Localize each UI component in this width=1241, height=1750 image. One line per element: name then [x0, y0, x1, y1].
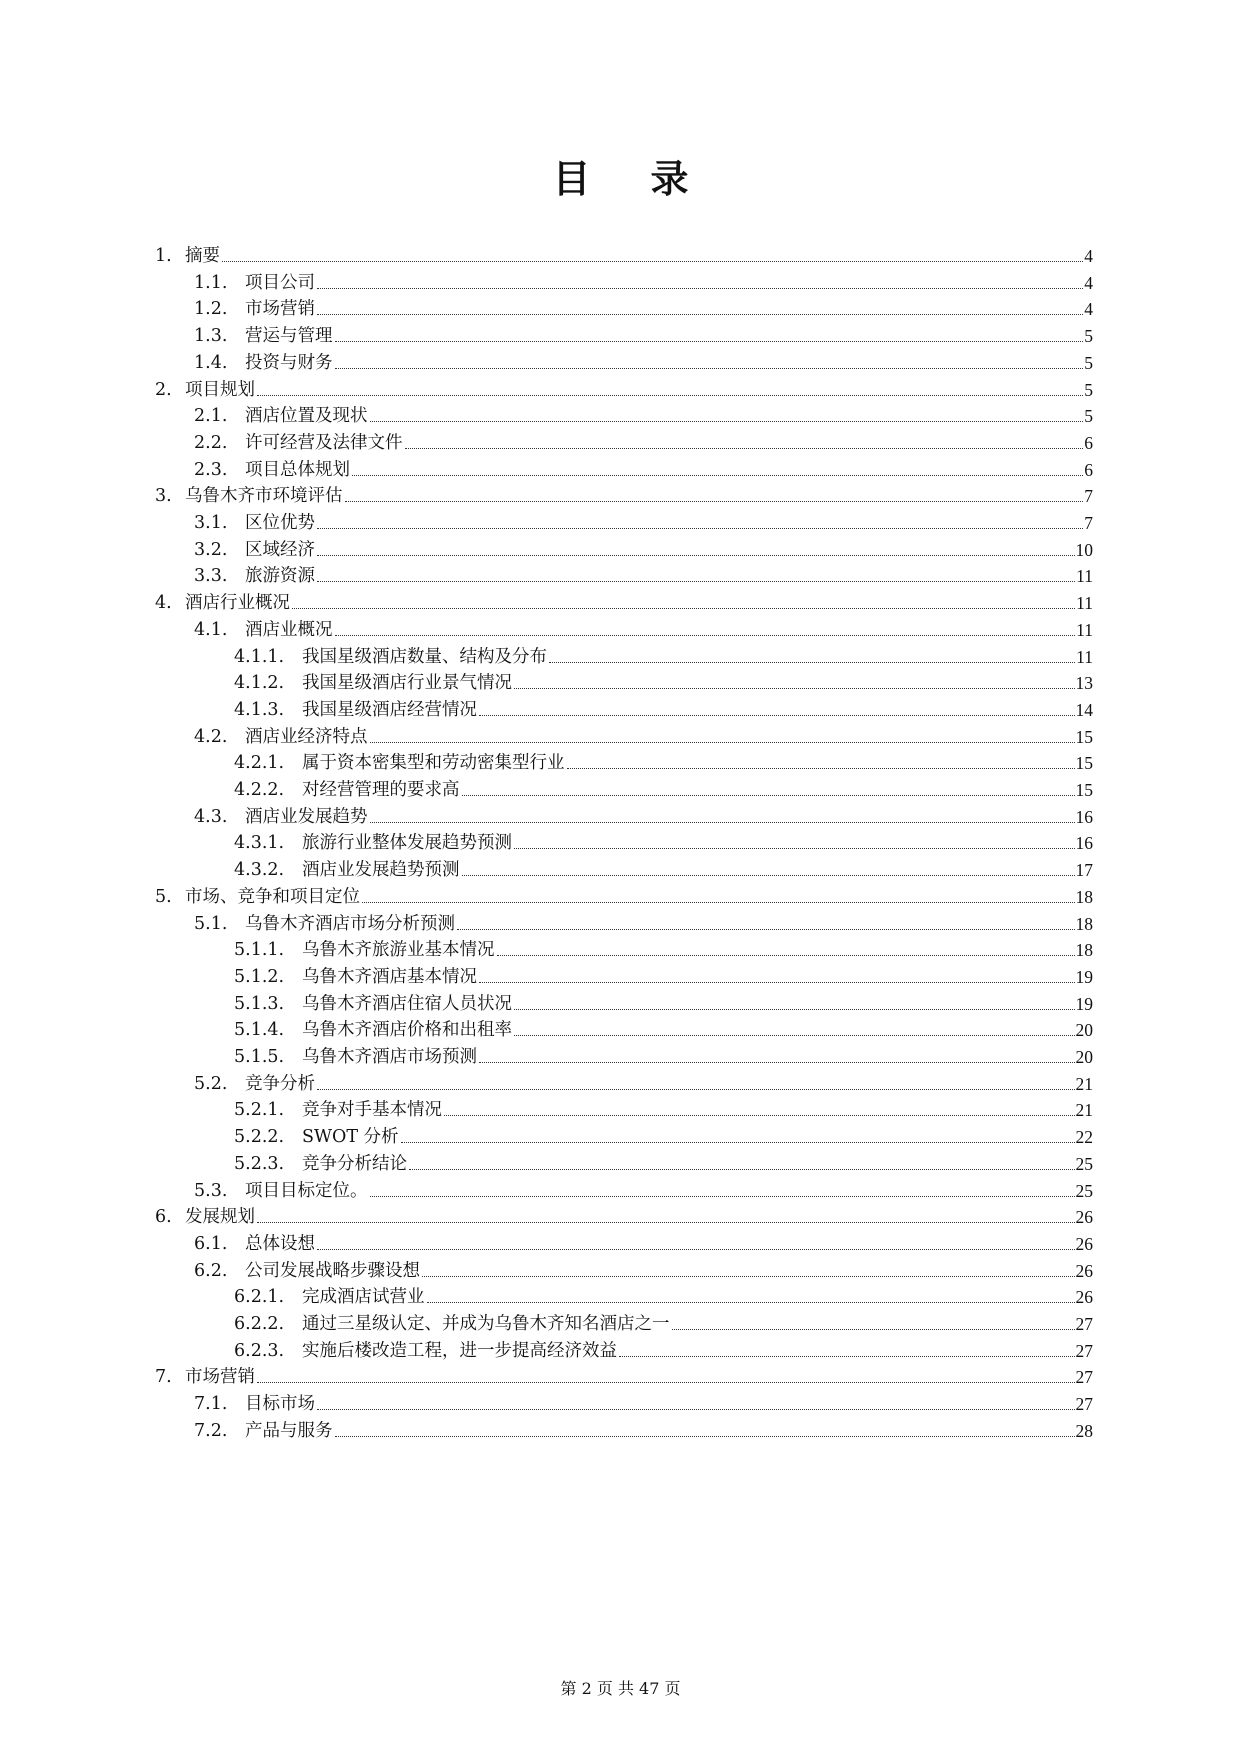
dot-leader — [317, 528, 1083, 529]
dot-leader — [462, 875, 1075, 876]
toc-entry[interactable] — [194, 424, 1093, 454]
toc-entry-label: 区位优势 — [245, 513, 315, 533]
toc-entry-label: 竞争分析 — [245, 1073, 315, 1094]
toc-entry-label: 项目目标定位。 — [245, 1180, 368, 1201]
toc-entry-label: 市场营销 — [185, 1367, 255, 1388]
dot-leader — [427, 1302, 1075, 1303]
toc-entry-label: 乌鲁木齐市环境评估 — [185, 486, 343, 507]
toc-entry-page: 21 — [1075, 1073, 1093, 1094]
toc-entry-page: 5 — [1084, 352, 1093, 373]
toc-entry-number: 6.2.2. — [234, 1314, 285, 1334]
toc-entry-number: 5.1.4. — [234, 1020, 285, 1041]
toc-entry-number: 1.3. — [194, 326, 228, 347]
toc-entry-number: 1. — [155, 246, 172, 266]
toc-entry-label: 我国星级酒店行业景气情况 — [302, 673, 512, 694]
toc-entry-page: 4 — [1084, 272, 1093, 293]
toc-entry[interactable] — [194, 531, 1093, 561]
toc-entry-number: 3.1. — [194, 513, 228, 533]
toc-entry-page: 15 — [1075, 780, 1093, 800]
toc-entry-page: 15 — [1075, 753, 1093, 774]
toc-entry[interactable] — [194, 1252, 1093, 1282]
toc-entry-label: 完成酒店试营业 — [302, 1287, 425, 1308]
toc-entry-page: 18 — [1075, 886, 1093, 907]
toc-entry-label: 目标市场 — [245, 1394, 315, 1415]
toc-entry-number: 3.3. — [194, 566, 228, 587]
dot-leader — [567, 768, 1075, 769]
toc-entry-number: 5. — [155, 886, 172, 907]
toc-entry-number: 4.1.2. — [234, 673, 285, 694]
toc-entry-number: 4.1.1. — [234, 646, 285, 667]
dot-leader — [444, 1115, 1075, 1116]
toc-entry-label: 乌鲁木齐酒店市场预测 — [302, 1047, 477, 1067]
toc-entry[interactable] — [234, 1118, 1093, 1148]
dot-leader — [457, 929, 1075, 930]
toc-entry-number: 4.3.1. — [234, 833, 285, 854]
toc-entry-number: 2.1. — [194, 406, 228, 427]
dot-leader — [317, 314, 1083, 315]
toc-entry-label: 酒店业发展趋势 — [245, 806, 368, 827]
dot-leader — [257, 395, 1083, 396]
toc-entry-number: 7.1. — [194, 1394, 228, 1415]
toc-entry-label: 区域经济 — [245, 539, 315, 560]
toc-entry-number: 4.2.1. — [234, 753, 285, 774]
toc-entry-label: 酒店业经济特点 — [245, 726, 368, 747]
toc-entry-page: 10 — [1075, 539, 1093, 560]
dot-leader — [352, 475, 1083, 476]
dot-leader — [317, 555, 1075, 556]
toc-entry-label: 通过三星级认定、并成为乌鲁木齐知名酒店之一 — [302, 1314, 670, 1334]
toc-entry-label: 旅游行业整体发展趋势预测 — [302, 833, 512, 854]
dot-leader — [401, 1142, 1075, 1143]
toc-entry-label: SWOT 分析 — [302, 1127, 399, 1148]
toc-entry[interactable] — [234, 638, 1093, 668]
toc-entry-number: 5.2. — [194, 1073, 228, 1094]
toc-entry-page: 22 — [1075, 1127, 1093, 1148]
toc-entry-number: 5.1.5. — [234, 1047, 285, 1067]
dot-leader — [317, 1249, 1075, 1250]
toc-entry-label: 竞争分析结论 — [302, 1153, 407, 1174]
toc-entry-number: 4.1. — [194, 619, 228, 640]
dot-leader — [345, 501, 1084, 502]
toc-entry-number: 7.2. — [194, 1420, 228, 1441]
toc-entry-number: 2.3. — [194, 459, 228, 480]
toc-entry-number: 4.2. — [194, 726, 228, 747]
toc-entry[interactable] — [194, 557, 1093, 587]
toc-entry-number: 4.1.3. — [234, 699, 285, 720]
toc-entry-label: 酒店行业概况 — [185, 593, 290, 614]
dot-leader — [335, 635, 1076, 636]
toc-entry-page: 4 — [1084, 246, 1093, 266]
toc-entry-label: 乌鲁木齐酒店价格和出租率 — [302, 1020, 512, 1041]
toc-entry-page: 11 — [1076, 646, 1093, 667]
dot-leader — [405, 448, 1084, 449]
toc-entry-number: 4. — [155, 593, 172, 614]
dot-leader — [422, 1276, 1075, 1277]
toc-entry-number: 1.1. — [194, 272, 228, 293]
toc-entry-label: 总体设想 — [245, 1233, 315, 1254]
toc-entry-number: 5.3. — [194, 1180, 228, 1201]
toc-entry-page: 6 — [1084, 432, 1093, 453]
dot-leader — [362, 902, 1075, 903]
dot-leader — [514, 848, 1075, 849]
toc-entry-page: 4 — [1084, 299, 1093, 320]
toc-entry-page: 25 — [1075, 1180, 1093, 1201]
toc-entry[interactable] — [194, 1225, 1093, 1255]
toc-entry-label: 市场、竞争和项目定位 — [185, 886, 360, 907]
dot-leader — [672, 1329, 1075, 1330]
toc-entry[interactable] — [234, 1091, 1093, 1121]
dot-leader — [479, 1062, 1075, 1063]
toc-entry[interactable] — [194, 798, 1093, 828]
dot-leader — [317, 1409, 1075, 1410]
toc-entry[interactable] — [234, 1011, 1093, 1041]
toc-entry[interactable] — [234, 958, 1093, 988]
dot-leader — [335, 1436, 1075, 1437]
dot-leader — [479, 982, 1075, 983]
page-footer: 第 2 页 共 47 页 — [560, 1679, 681, 1698]
toc-entry-number: 4.3.2. — [234, 860, 285, 881]
toc-entry-page: 25 — [1075, 1153, 1093, 1174]
toc-entry-page: 28 — [1075, 1420, 1093, 1441]
title-char-1: 目 — [552, 156, 591, 201]
toc-entry[interactable] — [194, 504, 1093, 534]
toc-entry-number: 1.4. — [194, 352, 228, 373]
toc-entry[interactable] — [155, 1198, 1093, 1228]
dot-leader — [479, 715, 1075, 716]
toc-entry[interactable] — [194, 1172, 1093, 1202]
toc-entry-label: 酒店业概况 — [245, 619, 333, 640]
dot-leader — [514, 1035, 1075, 1036]
toc-entry-number: 4.3. — [194, 806, 228, 827]
dot-leader — [317, 288, 1083, 289]
toc-entry[interactable] — [194, 611, 1093, 641]
toc-entry-page: 11 — [1076, 566, 1093, 587]
toc-entry-page: 20 — [1075, 1047, 1093, 1067]
dot-leader — [370, 1196, 1075, 1197]
toc-entry-number: 2.2. — [194, 432, 228, 453]
toc-entry-number: 6. — [155, 1207, 172, 1228]
toc-entry-number: 5.2.2. — [234, 1127, 285, 1148]
toc-entry[interactable] — [234, 985, 1093, 1015]
dot-leader — [317, 581, 1075, 582]
toc-entry-label: 公司发展战略步骤设想 — [245, 1260, 420, 1281]
toc-entry-label: 酒店位置及现状 — [245, 406, 368, 427]
toc-entry-label: 许可经营及法律文件 — [245, 432, 403, 453]
toc-entry-page: 13 — [1075, 673, 1093, 694]
toc-entry-page: 6 — [1084, 459, 1093, 480]
dot-leader — [514, 688, 1075, 689]
toc-entry-page: 14 — [1075, 699, 1093, 720]
toc-entry-number: 6.2.1. — [234, 1287, 285, 1308]
toc-entry-number: 4.2.2. — [234, 780, 285, 800]
toc-entry[interactable] — [234, 1145, 1093, 1175]
toc-entry-label: 酒店业发展趋势预测 — [302, 860, 460, 881]
toc-entry-number: 5.2.1. — [234, 1100, 285, 1121]
toc-entry-label: 产品与服务 — [245, 1420, 333, 1441]
toc-entry[interactable] — [194, 1412, 1093, 1442]
toc-entry[interactable] — [194, 264, 1093, 294]
toc-entry-label: 乌鲁木齐酒店市场分析预测 — [245, 913, 455, 934]
dot-leader — [335, 368, 1084, 369]
toc-entry[interactable] — [234, 691, 1093, 721]
page-title — [0, 148, 1241, 203]
toc-entry-page: 17 — [1075, 860, 1093, 881]
toc-entry-page: 5 — [1084, 406, 1093, 427]
toc-entry-page: 15 — [1075, 726, 1093, 747]
toc-entry[interactable] — [234, 771, 1093, 801]
toc-entry[interactable] — [234, 931, 1093, 961]
toc-entry-page: 27 — [1075, 1367, 1093, 1388]
toc-entry[interactable] — [155, 237, 1093, 267]
dot-leader — [257, 1222, 1075, 1223]
toc-entry[interactable] — [194, 290, 1093, 320]
dot-leader — [292, 608, 1075, 609]
toc-entry[interactable] — [234, 1038, 1093, 1068]
dot-leader — [370, 421, 1084, 422]
toc-entry-number: 2. — [155, 379, 172, 400]
toc-entry-page: 5 — [1084, 326, 1093, 347]
toc-entry[interactable] — [234, 744, 1093, 774]
toc-entry-number: 1.2. — [194, 299, 228, 320]
toc-entry-page: 16 — [1075, 833, 1093, 854]
toc-entry-number: 6.1. — [194, 1233, 228, 1254]
toc-entry-label: 项目规划 — [185, 379, 255, 400]
dot-leader — [257, 1382, 1075, 1383]
toc-entry-label: 实施后楼改造工程，进一步提高经济效益 — [302, 1340, 617, 1361]
toc-entry-page: 19 — [1075, 966, 1093, 987]
toc-entry-page: 26 — [1075, 1207, 1093, 1228]
dot-leader — [514, 1009, 1075, 1010]
toc-entry[interactable] — [194, 718, 1093, 748]
toc-entry-label: 发展规划 — [185, 1207, 255, 1228]
toc-entry-number: 5.2.3. — [234, 1153, 285, 1174]
toc-entry[interactable] — [234, 664, 1093, 694]
toc-entry-page: 11 — [1076, 593, 1093, 614]
toc-entry[interactable] — [155, 371, 1093, 401]
toc-entry[interactable] — [155, 1358, 1093, 1388]
toc-entry[interactable] — [194, 905, 1093, 935]
dot-leader — [370, 742, 1075, 743]
toc-entry-page: 19 — [1075, 993, 1093, 1014]
toc-entry-page: 7 — [1084, 513, 1093, 533]
toc-entry-page: 27 — [1075, 1394, 1093, 1415]
toc-entry[interactable] — [234, 1332, 1093, 1362]
dot-leader — [222, 261, 1083, 262]
toc-entry-label: 乌鲁木齐酒店住宿人员状况 — [302, 993, 512, 1014]
toc-entry-page: 18 — [1075, 913, 1093, 934]
dot-leader — [619, 1356, 1075, 1357]
toc-entry-page: 11 — [1076, 619, 1093, 640]
toc-entry-page: 18 — [1075, 940, 1093, 961]
dot-leader — [335, 341, 1084, 342]
toc-entry-page: 5 — [1084, 379, 1093, 400]
toc-entry[interactable] — [194, 317, 1093, 347]
toc-entry-number: 5.1.1. — [234, 940, 285, 961]
toc-entry-page: 26 — [1075, 1260, 1093, 1281]
toc-entry-page: 7 — [1084, 486, 1093, 507]
toc-entry[interactable] — [194, 344, 1093, 374]
dot-leader — [409, 1169, 1075, 1170]
toc-entry-label: 我国星级酒店经营情况 — [302, 699, 477, 720]
toc-entry-page: 21 — [1075, 1100, 1093, 1121]
toc-entry[interactable] — [155, 878, 1093, 908]
toc-entry-label: 项目公司 — [245, 272, 315, 293]
toc-entry[interactable] — [234, 824, 1093, 854]
toc-entry[interactable] — [234, 1305, 1093, 1335]
toc-entry-number: 3.2. — [194, 539, 228, 560]
toc-entry[interactable] — [194, 397, 1093, 427]
toc-entry-label: 市场营销 — [245, 299, 315, 320]
dot-leader — [497, 955, 1075, 956]
toc-entry-number: 5.1.2. — [234, 966, 285, 987]
toc-entry[interactable] — [234, 851, 1093, 881]
toc-entry[interactable] — [194, 1065, 1093, 1095]
toc-entry-number: 7. — [155, 1367, 172, 1388]
dot-leader — [462, 795, 1075, 796]
toc-entry-label: 乌鲁木齐酒店基本情况 — [302, 966, 477, 987]
toc-entry[interactable] — [155, 584, 1093, 614]
toc-entry-label: 属于资本密集型和劳动密集型行业 — [302, 753, 565, 774]
toc-entry-number: 6.2. — [194, 1260, 228, 1281]
toc-entry[interactable] — [234, 1278, 1093, 1308]
toc-entry-number: 5.1.3. — [234, 993, 285, 1014]
toc-entry-page: 26 — [1075, 1287, 1093, 1308]
title-char-2: 录 — [650, 156, 689, 201]
toc-entry[interactable] — [194, 451, 1093, 481]
toc-entry-label: 旅游资源 — [245, 566, 315, 587]
toc-entry-page: 26 — [1075, 1233, 1093, 1254]
toc-entry-number: 5.1. — [194, 913, 228, 934]
toc-entry-number: 3. — [155, 486, 172, 507]
toc-entry-label: 对经营管理的要求高 — [302, 780, 460, 800]
toc-entry-label: 竞争对手基本情况 — [302, 1100, 442, 1121]
toc-entry-page: 27 — [1075, 1314, 1093, 1334]
toc-entry-page: 20 — [1075, 1020, 1093, 1041]
dot-leader — [317, 1089, 1075, 1090]
dot-leader — [549, 662, 1075, 663]
toc-entry-number: 6.2.3. — [234, 1340, 285, 1361]
toc-entry-label: 营运与管理 — [245, 326, 333, 347]
dot-leader — [370, 822, 1075, 823]
toc-entry[interactable] — [155, 477, 1093, 507]
toc-entry-label: 我国星级酒店数量、结构及分布 — [302, 646, 547, 667]
toc-entry-label: 摘要 — [185, 246, 220, 266]
toc-entry-page: 16 — [1075, 806, 1093, 827]
toc-entry-page: 27 — [1075, 1340, 1093, 1361]
toc-entry-label: 乌鲁木齐旅游业基本情况 — [302, 940, 495, 961]
toc-entry-label: 投资与财务 — [245, 352, 333, 373]
toc-entry[interactable] — [194, 1385, 1093, 1415]
toc-entry-label: 项目总体规划 — [245, 459, 350, 480]
